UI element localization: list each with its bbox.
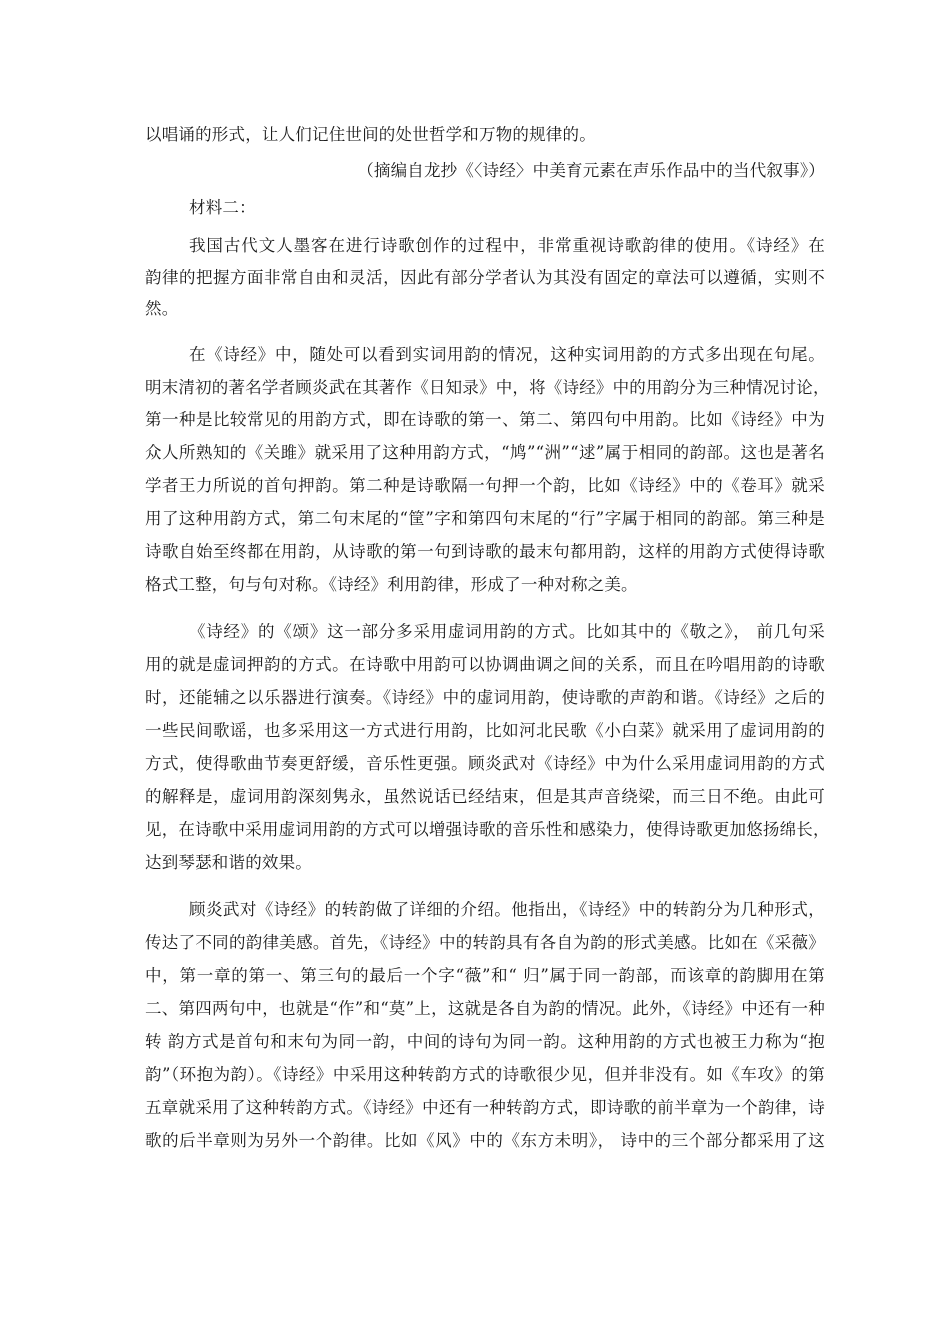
text-line: 众人所熟知的《关雎》就采用了这种用韵方式，“鸠”“洲”“逑”属于相同的韵部。这也是著名 [145, 443, 825, 462]
text-line: 一些民间歌谣，也多采用这一方式进行用韵，比如河北民歌《小白菜》就采用了虚词用韵的 [145, 721, 825, 740]
text-line: 传达了不同的韵律美感。首先，《诗经》中的转韵具有各自为韵的形式美感。比如在《采薇》 [145, 933, 825, 952]
text-line: 诗歌自始至终都在用韵，从诗歌的第一句到诗歌的最末句都用韵，这样的用韵方式使得诗歌 [145, 542, 825, 561]
text-line: 格式工整，句与句对称。《诗经》利用韵律，形成了一种对称之美。 [145, 575, 638, 594]
text-line: 达到琴瑟和谐的效果。 [145, 853, 312, 872]
text-line: 见，在诗歌中采用虚词用韵的方式可以增强诗歌的音乐性和感染力，使得诗歌更加悠扬绵长， [145, 820, 830, 839]
text-line: 时，还能辅之以乐器进行演奏。《诗经》中的虚词用韵，使诗歌的声韵和谐。《诗经》之后的 [145, 688, 825, 707]
text-line: 以唱诵的形式，让人们记住世间的处世哲学和万物的规律的。 [145, 125, 596, 144]
text-line: 韵”（环抱为韵）。《诗经》中采用这种转韵方式的诗歌很少见，但并非没有。如《车攻》的第 [145, 1065, 825, 1084]
text-line: 顾炎武对《诗经》的转韵做了详细的介绍。他指出，《诗经》中的转韵分为几种形式， [189, 900, 825, 919]
text-line: 用了这种用韵方式，第二句末尾的“筐”字和第四句末尾的“行”字属于相同的韵部。第三种是 [145, 509, 825, 528]
text-line: 在《诗经》中，随处可以看到实词用韵的情况，这种实词用韵的方式多出现在句尾。 [189, 345, 825, 364]
text-line: 明末清初的著名学者顾炎武在其著作《日知录》中，将《诗经》中的用韵分为三种情况讨论， [145, 378, 830, 397]
text-line: 《诗经》的《颂》这一部分多采用虚词用韵的方式。比如其中的《敬之》， 前几句采 [189, 622, 825, 641]
text-line: 学者王力所说的首句押韵。第二种是诗歌隔一句押一个韵，比如《诗经》中的《卷耳》就采 [145, 476, 825, 495]
text-line: 歌的后半章则为另外一个韵律。比如《风》中的《东方未明》， 诗中的三个部分都采用了这 [145, 1131, 825, 1150]
text-line: 五章就采用了这种转韵方式。《诗经》中还有一种转韵方式，即诗歌的前半章为一个韵律，诗 [145, 1098, 825, 1117]
text-line: 然。 [145, 299, 179, 318]
text-line: 第一种是比较常见的用韵方式，即在诗歌的第一、第二、第四句中用韵。比如《诗经》中为 [145, 410, 825, 429]
text-line: 方式，使得歌曲节奏更舒缓，音乐性更强。顾炎武对《诗经》中为什么采用虚词用韵的方式 [145, 754, 825, 773]
text-line: 韵律的把握方面非常自由和灵活，因此有部分学者认为其没有固定的章法可以遵循，实则不 [145, 268, 825, 287]
source-citation: （摘编自龙抄《〈诗经〉中美育元素在声乐作品中的当代叙事》） [357, 161, 825, 180]
text-line: 二、第四两句中，也就是“作”和“莫”上，这就是各自为韵的情况。此外，《诗经》中还有一种 [145, 999, 825, 1018]
text-line: 的解释是，虚词用韵深刻隽永，虽然说话已经结束，但是其声音绕梁，而三日不绝。由此可 [145, 787, 825, 806]
section-heading: 材料二： [189, 198, 256, 217]
text-line: 转 韵方式是首句和末句为同一韵，中间的诗句为同一韵。这种用韵的方式也被王力称为“抱 [145, 1032, 825, 1051]
text-line: 我国古代文人墨客在进行诗歌创作的过程中，非常重视诗歌韵律的使用。《诗经》在 [189, 236, 825, 255]
text-line: 用的就是虚词押韵的方式。在诗歌中用韵可以协调曲调之间的关系，而且在吟唱用韵的诗歌 [145, 655, 825, 674]
text-line: 中，第一章的第一、第三句的最后一个字“薇”和“ 归”属于同一韵部，而该章的韵脚用在第 [145, 966, 825, 985]
